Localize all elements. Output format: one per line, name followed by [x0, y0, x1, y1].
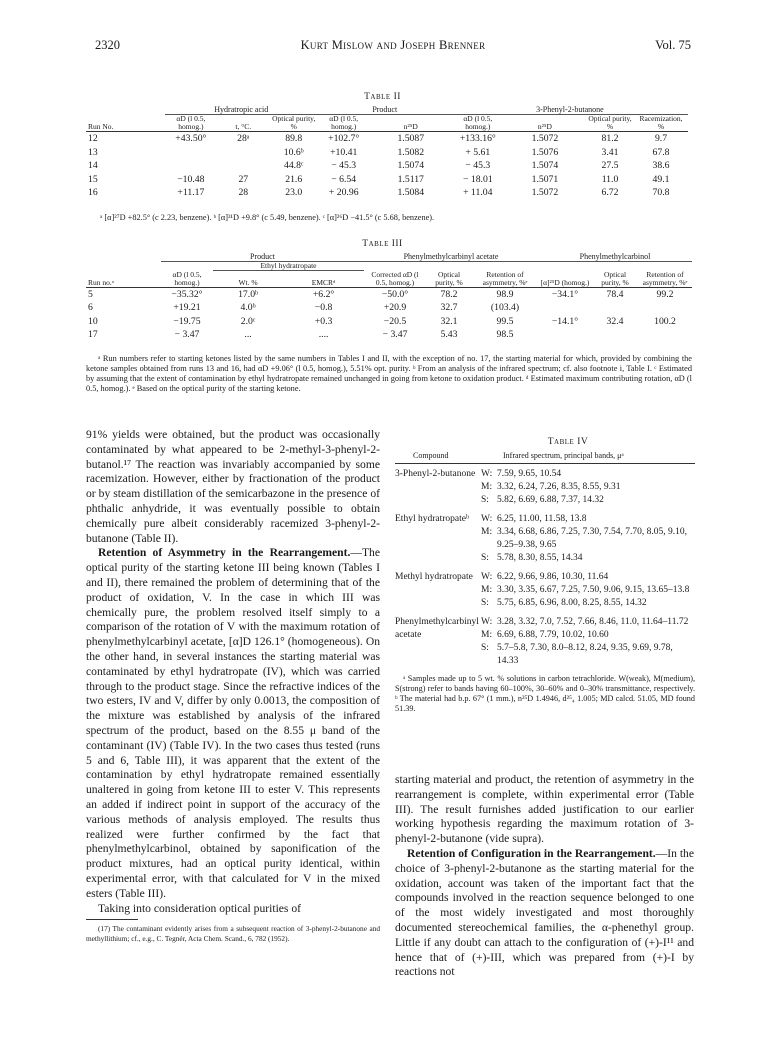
table-cell: 28 [238, 187, 249, 199]
table4-band-intensity: W: [481, 514, 493, 524]
table-cell: 17 [88, 329, 98, 341]
table-cell: −14.1° [551, 315, 579, 327]
volume-label: Vol. 75 [655, 38, 691, 52]
footnote-17: (17) The contaminant evidently arises from a subsequent reaction of 3-phenyl-2-butanone and methyllithium; cf., e.g., C. Tegnér, Acta Chem. Scand., 6, 782 (1952). [86, 924, 380, 943]
table3-group-product: Product [161, 253, 364, 262]
table-cell: +20.9 [383, 302, 407, 314]
table-cell: +10.41 [330, 146, 358, 158]
table-cell: 11.0 [601, 173, 619, 185]
table-cell: 44.8ᶜ [283, 160, 304, 172]
table-cell [592, 328, 638, 342]
table4-band-values: 5.78, 8.30, 8.55, 14.34 [497, 553, 583, 563]
table-row [86, 287, 692, 301]
table-cell [592, 301, 638, 315]
table4-band-values: 3.32, 6.24, 7.26, 8.35, 8.55, 9.31 [497, 482, 621, 492]
table-cell: 14 [88, 160, 98, 172]
table4-compound-name: Phenylmethylcarbinyl acetate [395, 617, 479, 640]
table-cell: 1.5071 [531, 173, 559, 185]
table4-band-intensity: W: [481, 469, 493, 479]
table4-band-row [481, 513, 695, 526]
table4-band-row [481, 597, 695, 610]
table-row [86, 146, 688, 160]
left-paragraph-3: Taking into consideration optical purities of [98, 901, 301, 915]
table4-compound-name: 3-Phenyl-2-butanone [395, 469, 476, 479]
table4-header [395, 449, 695, 464]
table3-col-ret2: Retention of asymmetry, %ᵉ [638, 271, 692, 288]
table3-col-wt: Wt. % [213, 271, 283, 288]
table-cell: + 5.61 [465, 146, 491, 158]
table3-col-ester: Ethyl hydratropate [213, 262, 364, 271]
table3-col-emcr: EMCRᵈ [283, 271, 364, 288]
table-cell: +43.50° [175, 133, 207, 145]
page-number: 2320 [95, 38, 120, 52]
table-cell [165, 146, 217, 160]
table4-band-row [481, 642, 695, 668]
right-column [395, 773, 694, 980]
table4-band-row [481, 494, 695, 507]
table2-group-hydratropic: Hydratropic acid [165, 106, 318, 115]
table4-band-values: 6.22, 9.66, 9.86, 10.30, 11.64 [497, 572, 609, 582]
table-cell: − 45.3 [465, 160, 491, 172]
right-paragraph-1: starting material and product, the retention of asymmetry in the rearrangement is complete, within experimental error (Table III). The result furnishes added justification to our earlier working hypothesis regarding the maximum rotation of 3-phenyl-2-butanone (vide supra). [395, 773, 694, 846]
table-cell: 4.0ᵇ [240, 302, 256, 314]
table4-band-values: 5.82, 6.69, 6.88, 7.37, 14.32 [497, 495, 604, 505]
table4-band-row [481, 616, 695, 629]
table-cell: 6 [88, 302, 93, 314]
table2-col-n25b: n²⁵D [504, 115, 586, 132]
section-heading-retention-configuration: Retention of Configuration in the Rearrangement. [407, 846, 656, 860]
table-cell: +19.21 [173, 302, 201, 314]
table-cell: 16 [88, 187, 98, 199]
table4-band-values: 6.69, 6.88, 7.79, 10.02, 10.60 [497, 630, 609, 640]
table-cell: 98.9 [496, 288, 514, 300]
table-cell: +11.17 [177, 187, 205, 199]
table3-col-opt2: Optical purity, % [592, 271, 638, 288]
table2-caption: Table II [364, 92, 401, 102]
table4-band-intensity: S: [481, 643, 489, 653]
table-cell [217, 159, 270, 173]
table4-compound-group [395, 468, 695, 507]
table-cell: −50.0° [381, 288, 409, 300]
table-cell: −19.75 [173, 315, 201, 327]
table4-compound-name: Methyl hydratropate [395, 572, 473, 582]
table-cell: −35.32° [171, 288, 203, 300]
table4-band-row [481, 629, 695, 642]
table4-body [395, 468, 695, 668]
left-paragraph-1: 91% yields were obtained, but the product was occasionally contaminated by what appeared to be 2-methyl-3-phenyl-2-butanol.¹⁷ The reaction was invariably accompanied by some racemization. However, either by fractionation of the product or by steam distillation of the semicarbazone in the presence of phthalic anhydride, it was eventually possible to obtain chemically pure albeit considerably racemized 3-phenyl-2-butanone (Table II). [86, 428, 380, 545]
table-cell: .... [318, 329, 329, 341]
table4-band-intensity: W: [481, 572, 493, 582]
table-cell: 98.5 [496, 329, 514, 341]
table-cell: 3.41 [601, 146, 619, 158]
table4-band-intensity: M: [481, 585, 493, 595]
table4-band-intensity: S: [481, 553, 489, 563]
table-cell: −34.1° [551, 288, 579, 300]
table2-col-purity2: Optical purity, % [586, 115, 634, 132]
table3-col-alpha: αD (l 0.5, homog.) [161, 271, 213, 288]
table-cell: − 6.54 [331, 173, 357, 185]
table-cell: +6.2° [312, 288, 335, 300]
table-cell: 81.2 [601, 133, 619, 145]
table-row [86, 173, 688, 187]
table4-band-intensity: S: [481, 495, 489, 505]
table-cell: 49.1 [652, 173, 670, 185]
table4-col-compound: Compound [413, 451, 449, 460]
table-cell: 13 [88, 146, 98, 158]
table4-band-values: 3.30, 3.35, 6.67, 7.25, 7.50, 9.06, 9.15, 13.65–13.8 [497, 585, 690, 595]
table-cell: 100.2 [654, 315, 676, 327]
table4-band-values: 7.59, 9.65, 10.54 [497, 469, 562, 479]
table4-band-values: 5.75, 6.85, 6.96, 8.00, 8.25, 8.55, 14.32 [497, 598, 647, 608]
table-cell: 78.4 [606, 288, 624, 300]
table-cell: (103.4) [490, 302, 520, 314]
table4-compound-group [395, 571, 695, 610]
table3-col-run: Run no.ᵃ [86, 271, 161, 288]
table-cell: 1.5072 [531, 187, 559, 199]
table-cell: 32.4 [606, 315, 624, 327]
table3-col-alpha2: [α]²⁵D (homog.) [538, 271, 592, 288]
table4-compound-name: Ethyl hydratropateᵇ [395, 514, 469, 524]
table-cell: 89.8 [285, 133, 303, 145]
table-cell: 5 [88, 288, 93, 300]
table-cell: 67.8 [652, 146, 670, 158]
table-cell [638, 301, 692, 315]
right-paragraph-2: —In the choice of 3-phenyl-2-butanone as the starting material for the oxidation, account was taken of the important fact that the compounds involved in the reaction sequence belonged to one of the most widely investigated and most thoroughly documented stereochemical families, the α-phenethyl group. Little if any doubt can attach to the configuration of (+)-I¹¹ and hence that of (+)-III, which was prepared from (+)-I by reactions not [395, 846, 694, 979]
table-cell [217, 146, 270, 160]
table-cell: 70.8 [652, 187, 670, 199]
table4-band-row [481, 526, 695, 552]
table4-band-row [481, 552, 695, 565]
table-cell: + 11.04 [463, 187, 493, 199]
table4-footnote: ᵃ Samples made up to 5 wt. % solutions in carbon tetrachloride. W(weak), M(medium), S(strong) refer to bands having 60–100%, 30–60% and 0–30% transmittance, respectively. ᵇ The material had b.p. 67° (1 mm.), n²⁵D 1.4946, d²⁵₄ 1.005; MD calcd. 51.05, MD found 51.39. [395, 674, 695, 713]
table3-body [86, 287, 692, 342]
table2-group-butanone: 3-Phenyl-2-butanone [452, 106, 688, 115]
table-cell [638, 328, 692, 342]
table-cell: 1.5074 [531, 160, 559, 172]
table-cell: 99.2 [656, 288, 674, 300]
table4-band-row [481, 468, 695, 481]
table-row [86, 159, 688, 173]
table2-footnote: ᵃ [α]²⁷D +82.5° (c 2.23, benzene). ᵇ [α]³¹D +9.8° (c 5.49, benzene). ᶜ [α]²⁶D −41.5° (c 5.68, benzene). [100, 213, 435, 222]
table-cell: 10 [88, 315, 98, 327]
table-cell: 27 [238, 173, 249, 185]
table2-col-alpha3: αD (l 0.5, homog.) [452, 115, 504, 132]
left-column [86, 428, 380, 943]
table-cell: 1.5087 [397, 133, 425, 145]
table-cell: 1.5117 [397, 173, 424, 185]
author-names: Kurt Mislow and Joseph Brenner [300, 38, 486, 52]
table2-col-alpha2: αD (l 0.5, homog.) [318, 115, 370, 132]
table2-col-t: t, °C. [217, 115, 270, 132]
table3-col-corr: Corrected αD (l 0.5, homog.) [364, 271, 426, 288]
table-cell: 78.2 [440, 288, 458, 300]
table-cell: 27.5 [601, 160, 619, 172]
table-cell: + 20.96 [328, 187, 359, 199]
table4-band-row [481, 571, 695, 584]
left-paragraph-2: —The optical purity of the starting ketone III being known (Tables I and II), there remained the problem of determining that of the product of oxidation, V. In the case in which III was chemically pure, the problem resolved itself simply to a comparison of the rotation of V with the maximum rotation of phenylmethylcarbinyl acetate, [α]D 126.1° (homogeneous). On the other hand, in several instances the starting material was contaminated by ethyl hydratropate (IV), which was carried through to the product stage. Since the refractive indices of the two esters, IV and V, differ by only 0.0013, the composition of the mixture was established by analysis of the infrared spectrum of the product, based on the 8.55 μ band of the contaminant (IV) (Table IV). In the two cases thus tested (runs 5 and 6, Table III), it was apparent that the extent of the contamination by ethyl hydratropate remained essentially unaltered in going from ketone III to ester V. This represents an added if indirect point in support of the accuracy of the various methods of analysis employed. The results thus realized were further confirmed by the fact that phenylmethylcarbinol, obtained by saponification of the product mixtures, had an optical purity identical, within experimental error, with that calculated for V in the mixed esters (Table III). [86, 546, 380, 900]
table3-group-carbinol: Phenylmethylcarbinol [538, 253, 692, 262]
table2-col-run: Run No. [86, 115, 165, 132]
table-cell: 21.6 [285, 173, 303, 185]
table2-body [86, 132, 688, 200]
table3-group-acetate: Phenylmethylcarbinyl acetate [364, 253, 538, 262]
table-cell [165, 159, 217, 173]
table-cell: 1.5076 [531, 146, 559, 158]
table-cell: 32.7 [440, 302, 458, 314]
table-cell: 23.0 [285, 187, 303, 199]
table3-col-opt: Optical purity, % [426, 271, 472, 288]
table4-band-intensity: M: [481, 630, 493, 640]
table-cell: 1.5082 [397, 146, 425, 158]
table-cell: 17.0ᵇ [238, 288, 259, 300]
table4-band-values: 6.25, 11.00, 11.58, 13.8 [497, 514, 587, 524]
table-cell [538, 328, 592, 342]
table4 [395, 449, 695, 714]
table2-col-alpha: αD (l 0.5, homog.) [165, 115, 217, 132]
table-cell [538, 301, 592, 315]
table-cell: 12 [88, 133, 98, 145]
table-cell: +102.7° [328, 133, 360, 145]
table-cell: 99.5 [496, 315, 514, 327]
table4-band-intensity: M: [481, 482, 493, 492]
table-row [86, 132, 688, 146]
table2-group-product: Product [318, 106, 452, 115]
table-row [86, 186, 688, 200]
table-cell: 9.7 [654, 133, 668, 145]
running-header [95, 38, 691, 54]
table3-caption: Table III [362, 239, 403, 249]
table4-band-values: 3.34, 6.68, 6.86, 7.25, 7.30, 7.54, 7.70, 8.05, 9.10, 9.25–9.38, 9.65 [497, 527, 687, 550]
table-cell: −0.8 [314, 302, 333, 314]
table4-band-row [481, 584, 695, 597]
table-cell: 1.5072 [531, 133, 559, 145]
table-cell: 28ᵃ [237, 133, 250, 145]
table-row [86, 315, 692, 329]
table4-band-values: 5.7–5.8, 7.30, 8.0–8.12, 8.24, 9.35, 9.69, 9.78, 14.33 [497, 643, 673, 666]
section-heading-retention-asymmetry: Retention of Asymmetry in the Rearrangement. [98, 546, 351, 560]
table-cell: 1.5074 [397, 160, 425, 172]
table2-col-racem: Racemization, % [634, 115, 688, 132]
table2-col-purity: Optical purity, % [270, 115, 318, 132]
table-row [86, 328, 692, 342]
table-cell: − 3.47 [382, 329, 408, 341]
table-cell: ... [244, 329, 252, 341]
table-row [86, 301, 692, 315]
table-cell: −20.5 [383, 315, 407, 327]
table-cell: 15 [88, 173, 98, 185]
table4-col-spectrum: Infrared spectrum, principal bands, μᵃ [503, 451, 624, 460]
table-cell: 1.5084 [397, 187, 425, 199]
table4-band-intensity: W: [481, 617, 493, 627]
table4-compound-group [395, 513, 695, 565]
table2-col-n25: n²⁵D [370, 115, 452, 132]
table-cell: 38.6 [652, 160, 670, 172]
table3-col-ret: Retention of asymmetry, %ᵉ [472, 271, 538, 288]
table4-compound-group [395, 616, 695, 668]
table2 [86, 106, 688, 200]
table-cell: 2.0ᶜ [240, 315, 256, 327]
table-cell: 6.72 [601, 187, 619, 199]
table-cell: − 45.3 [331, 160, 357, 172]
footnote-rule [86, 919, 138, 920]
table-cell: 5.43 [440, 329, 458, 341]
table-cell: −10.48 [177, 173, 205, 185]
table-cell: 32.1 [440, 315, 458, 327]
table3 [86, 253, 692, 342]
table-cell: − 3.47 [174, 329, 200, 341]
table4-band-row [481, 481, 695, 494]
table4-band-intensity: M: [481, 527, 493, 537]
table-cell: +133.16° [459, 133, 496, 145]
table3-footnote: ᵃ Run numbers refer to starting ketones listed by the same numbers in Tables I and II, with the exception of no. 17, the starting material for which, provided by combining the ketone samples obtained from runs 13 and 16, had αD +9.06° (l 0.5, homog.), 5.51% opt. purity. ᵇ From an analysis of the infrared spectrum; cf. also footnote i, Table I. ᶜ Estimated by assuming that the extent of contamination by ethyl hydratropate remained unchanged in going from ketone to oxidation product. ᵈ Estimated maximum contributing rotation, αD (l 0.5, homog.). ᵉ Based on the optical purity of the starting ketone. [86, 354, 692, 393]
table-cell: − 18.01 [462, 173, 493, 185]
table-cell: +0.3 [314, 315, 333, 327]
table4-caption: Table IV [547, 437, 589, 447]
table-cell: 10.6ᵇ [283, 146, 304, 158]
table4-band-values: 3.28, 3.32, 7.0, 7.52, 7.66, 8.46, 11.0, 11.64–11.72 [497, 617, 689, 627]
table4-band-intensity: S: [481, 598, 489, 608]
